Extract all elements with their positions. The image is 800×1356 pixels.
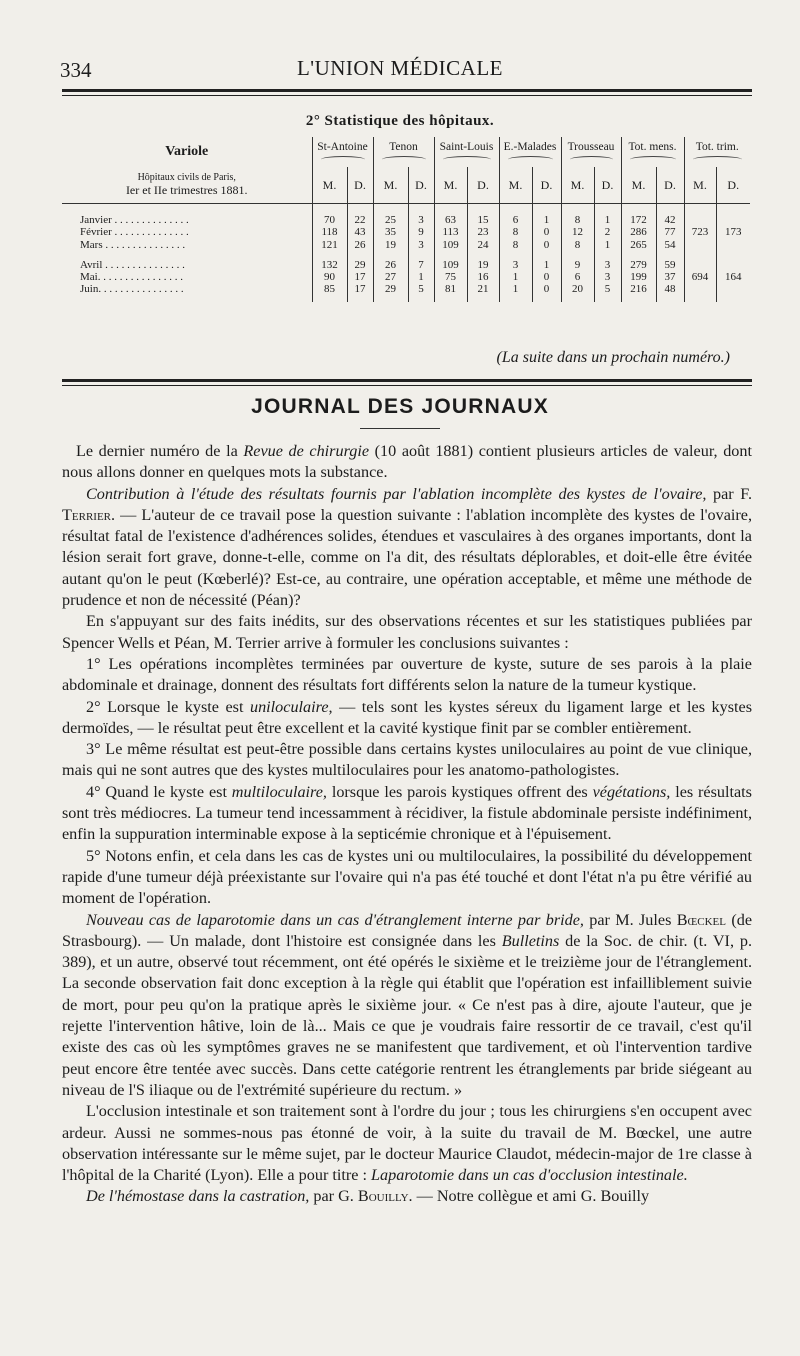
emphasis: multiloculaire, (231, 782, 327, 801)
table-cell: 109 (434, 239, 467, 251)
trimester-total-header (684, 137, 750, 167)
text: 4° Quand le kyste est (86, 782, 232, 801)
table-row (62, 259, 750, 271)
table-cell: 113 (434, 226, 467, 238)
brace (321, 156, 365, 163)
hospital-header (561, 137, 621, 167)
table-cell: 54 (656, 239, 684, 251)
table-cell: 1 (594, 239, 621, 251)
table-cell: 0 (532, 239, 561, 251)
table-cell: 21 (467, 283, 499, 295)
table-cell: 3 (594, 271, 621, 283)
table-cell: 118 (312, 226, 347, 238)
table-cell: 26 (373, 259, 408, 271)
month-label: Février . . . . . . . . . . . . . . (80, 226, 189, 239)
text: Le dernier numéro de la (76, 442, 244, 460)
d-header: D. (594, 167, 621, 204)
table-cell: 1 (499, 271, 532, 283)
table-cell: 172 (621, 214, 656, 226)
journal-title: JOURNAL DES JOURNAUX (251, 395, 549, 418)
paragraph: 3° Le même résultat est peut-être possible dans certains kystes uniloculaires au point de vue clinique, mais qui ne sont autres que des kystes multiloculaires pour les anatomo-pathologistes. (62, 740, 752, 780)
continuation-note: (La suite dans un prochain numéro.) (496, 349, 730, 366)
paragraph (62, 1186, 752, 1207)
author-name: Terrier (62, 505, 112, 524)
hospital-name: E.-Malades (503, 141, 557, 154)
text: . — Notre collègue et ami G. Bouilly (408, 1187, 650, 1206)
table-cell: 24 (467, 239, 499, 251)
trimester-total-d: 164 (716, 259, 750, 296)
table-cell: 70 (312, 214, 347, 226)
table-cell: 22 (347, 214, 373, 226)
text: . — L'auteur de ce travail pose la question suivante : l'ablation incomplète des kystes de l'ovaire, résultat fatal de l'existence d'adhérences solides, étendues et vasculaires à des organes importants, dont la lésion serait fort grave, donne-t-elle, comme on l'a dit, des résultats déplorables, et doit-elle être évitée autant qu'on le peut (Kœberlé)? Est-ce, au contraire, une opération acceptable, et même une méthode de prudence et non de nécessité (Péan)? (62, 505, 752, 610)
paragraph (62, 441, 752, 484)
emphasis: végétations, (592, 782, 671, 801)
table-title: Variole (165, 143, 209, 159)
trimester-total-m: 694 (684, 259, 716, 296)
brace (693, 156, 743, 163)
table-cell: 77 (656, 226, 684, 238)
d-header: D. (716, 167, 750, 204)
table-cell: 17 (347, 283, 373, 295)
paragraph: 1° Les opérations incomplètes terminées par ouverture de kyste, suture de ses parois à la plaie abdominale et drainage, donnent des résultats fort différents selon la nature de la tumeur kystique. (62, 654, 752, 695)
monthly-total-header (621, 137, 684, 167)
table-cell: 90 (312, 271, 347, 283)
trimester-total-m: 723 (684, 214, 716, 251)
table-header-row (62, 137, 750, 167)
author-name: Bouilly (357, 1187, 409, 1206)
m-header: M. (434, 167, 467, 204)
brace (382, 156, 426, 163)
subtitle-line: Ier et IIe trimestres 1881. (125, 183, 248, 197)
table-cell: 29 (373, 283, 408, 295)
table-subheader-row (62, 167, 750, 204)
article-title: Nouveau cas de laparotomie dans un cas d'étranglement interne par bride, (86, 910, 584, 929)
text: L'occlusion intestinale et son traitement sont à l'ordre du jour ; tous les chirurgiens s'en occupent avec ardeur. Aussi ne sommes-nous pas étonné de voir, à la suite du travail de M. Bœckel, une autre observation intéressante sur le même sujet, par le docteur Maurice Claudot, médecin-major de 1re classe à l'hôpital de la Charité (Lyon). Elle a pour titre : (62, 1102, 752, 1185)
table-cell: 85 (312, 283, 347, 295)
hospital-name: Tot. mens. (628, 141, 677, 154)
text: 2° Lorsque le kyste est (86, 697, 250, 716)
hospital-header (373, 137, 434, 167)
table-cell: 3 (408, 214, 434, 226)
table-cell: 81 (434, 283, 467, 295)
month-label: Avril . . . . . . . . . . . . . . . (80, 258, 185, 271)
table-cell: 1 (499, 283, 532, 295)
table-cell: 20 (561, 283, 594, 295)
table-separator (62, 204, 750, 215)
group-gap (62, 251, 750, 259)
article-title: Laparotomie dans un cas d'occlusion intestinale. (371, 1166, 688, 1185)
text: lorsque les parois kystiques offrent des (326, 782, 593, 801)
table-cell: 0 (532, 226, 561, 238)
text: (10 août 1881) contient plusieurs articles de valeur, dont nous allons donner en quelques mots la substance. (62, 442, 752, 482)
table-cell: 25 (373, 214, 408, 226)
table-cell: 43 (347, 226, 373, 238)
table-cell: 23 (467, 226, 499, 238)
d-header: D. (408, 167, 434, 204)
table-cell: 3 (499, 259, 532, 271)
table-cell: 75 (434, 271, 467, 283)
article-title: De l'hémostase dans la castration, (86, 1187, 310, 1206)
table-cell: 1 (594, 214, 621, 226)
brace (630, 156, 676, 163)
section-heading: 2° Statistique des hôpitaux. (305, 113, 495, 129)
table-cell: 29 (347, 259, 373, 271)
table-cell: 199 (621, 271, 656, 283)
table-cell: 2 (594, 226, 621, 238)
hospital-header (434, 137, 499, 167)
table-cell: 59 (656, 259, 684, 271)
text: les résultats sont très médiocres. La tumeur tend incessamment à récidiver, la fistule abdominale persiste indéfiniment, enfin la suppuration interminable expose à la septicémie chronique et à l'épuisement. (62, 782, 752, 844)
month-label: Janvier . . . . . . . . . . . . . . (80, 214, 189, 226)
table-cell: 216 (621, 283, 656, 295)
table-cell: 8 (499, 226, 532, 238)
table-cell: 19 (467, 259, 499, 271)
table-subtitle (62, 167, 312, 204)
hospital-name: Tot. trim. (695, 141, 739, 154)
brace (443, 156, 491, 163)
author-name: Bœckel (676, 910, 727, 929)
hospital-header (499, 137, 561, 167)
paragraph: En s'appuyant sur des faits inédits, sur des observations récentes et sur les statistiques publiées par Spencer Wells et Péan, M. Terrier arrive à formuler les conclusions suivantes : (62, 612, 752, 652)
table-cell: 17 (347, 271, 373, 283)
table-cell: 121 (312, 239, 347, 251)
table-cell: 15 (467, 214, 499, 226)
table-cell: 0 (532, 271, 561, 283)
text: (de Strasbourg). — Un malade, dont l'histoire est consignée dans les (62, 910, 752, 950)
brace (570, 156, 613, 163)
table-row (62, 271, 750, 283)
hospital-name: Tenon (389, 141, 418, 154)
month-label: Juin. . . . . . . . . . . . . . . . (80, 283, 184, 296)
m-header: M. (561, 167, 594, 204)
article-title: Contribution à l'étude des résultats fournis par l'ablation incomplète des kystes de l'ovaire, (86, 484, 707, 503)
paragraph (62, 1101, 752, 1186)
table-cell: 8 (499, 239, 532, 251)
table-cell: 27 (373, 271, 408, 283)
paragraph (62, 910, 752, 1102)
text: par F. (706, 484, 753, 503)
paragraph: 5° Notons enfin, et cela dans les cas de kystes uni ou multiloculaires, la possibilité du développement rapide d'une tumeur déjà préexistante sur l'ovaire qui n'a pas été touché et dont l'état n'a pu être vérifié au moment de l'opération. (62, 846, 752, 908)
table-cell: 1 (408, 271, 434, 283)
subtitle-line: Hôpitaux civils de Paris, (137, 172, 236, 183)
header-rule-thin (62, 95, 752, 96)
table-row (62, 226, 750, 238)
d-header: D. (347, 167, 373, 204)
text: par G. (309, 1187, 358, 1206)
table-cell: 3 (408, 239, 434, 251)
table-cell: 9 (561, 259, 594, 271)
journal-name: Revue de chirurgie (243, 442, 370, 460)
table-row (62, 239, 750, 251)
brace (508, 156, 553, 163)
text: — tels sont les kystes séreux du ligament large et les kystes dermoïdes, — le résultat peut être excellent et la cavité kystique finit par se combler entièrement. (62, 697, 752, 737)
table-cell: 16 (467, 271, 499, 283)
table-cell: 0 (532, 283, 561, 295)
d-header: D. (467, 167, 499, 204)
d-header: D. (656, 167, 684, 204)
table-cell: 35 (373, 226, 408, 238)
table-cell: 63 (434, 214, 467, 226)
m-header: M. (373, 167, 408, 204)
m-header: M. (684, 167, 716, 204)
section-rule (62, 379, 752, 382)
m-header: M. (621, 167, 656, 204)
table-cell: 42 (656, 214, 684, 226)
trimester-total-d: 173 (716, 214, 750, 251)
table-cell: 8 (561, 239, 594, 251)
table-cell: 37 (656, 271, 684, 283)
table-row (62, 283, 750, 295)
header-rule (62, 89, 752, 92)
hospital-name: St-Antoine (317, 141, 368, 154)
hospital-name: Saint-Louis (439, 141, 494, 154)
table-cell: 109 (434, 259, 467, 271)
table-cell: 1 (532, 214, 561, 226)
table-cell: 1 (532, 259, 561, 271)
table-cell: 8 (561, 214, 594, 226)
variole-statistics-table (62, 137, 750, 302)
paragraph (62, 697, 752, 740)
hospital-name: Trousseau (567, 141, 615, 154)
paragraph (62, 782, 752, 846)
table-cell: 19 (373, 239, 408, 251)
table-cell: 5 (408, 283, 434, 295)
journal-name: Bulletins (501, 931, 560, 950)
page-number: 334 (60, 58, 92, 82)
table-cell: 286 (621, 226, 656, 238)
emphasis: uniloculaire, (249, 697, 333, 716)
month-label: Mai. . . . . . . . . . . . . . . . (80, 271, 183, 284)
table-cell: 132 (312, 259, 347, 271)
table-cell: 6 (561, 271, 594, 283)
table-cell: 48 (656, 283, 684, 295)
table-cell: 3 (594, 259, 621, 271)
table-row (62, 214, 750, 226)
d-header: D. (532, 167, 561, 204)
paragraph (62, 484, 752, 612)
table-cell: 12 (561, 226, 594, 238)
table-cell: 6 (499, 214, 532, 226)
month-label: Mars . . . . . . . . . . . . . . . (80, 238, 186, 251)
article-body (62, 441, 752, 1208)
m-header: M. (312, 167, 347, 204)
table-cell: 7 (408, 259, 434, 271)
table-cell: 5 (594, 283, 621, 295)
text: par M. Jules (583, 910, 677, 929)
table-bottom (62, 296, 750, 302)
section-rule-thin (62, 385, 752, 386)
running-title: L'UNION MÉDICALE (296, 56, 503, 80)
title-rule (360, 428, 440, 429)
hospital-header (312, 137, 373, 167)
table-cell: 9 (408, 226, 434, 238)
table-cell: 279 (621, 259, 656, 271)
m-header: M. (499, 167, 532, 204)
table-cell: 26 (347, 239, 373, 251)
text: de la Soc. de chir. (t. VI, p. 389), et un autre, observé tout récemment, ont été opérés le sixième et le treizième jour de l'étranglement. La seconde observation fait donc exception à la règle qui établit que l'opération est infailliblement suivie de mort, pour peu qu'on la pratique après le sixième jour. « Ce n'est pas à dire, ajoute l'auteur, que je rejette l'intervention hâtive, loin de là... Mais ce que je voudrais faire ressortir de ce travail, c'est qu'il existe des cas où les symptômes graves ne se manifestent que tardivement, et où l'intervention tardive peut encore être tentée avec succès. Dans cette catégorie rentrent les étranglements par bride siégeant au niveau de l'S iliaque ou de l'extrémité supérieure du rectum. » (62, 931, 752, 1099)
table-cell: 265 (621, 239, 656, 251)
